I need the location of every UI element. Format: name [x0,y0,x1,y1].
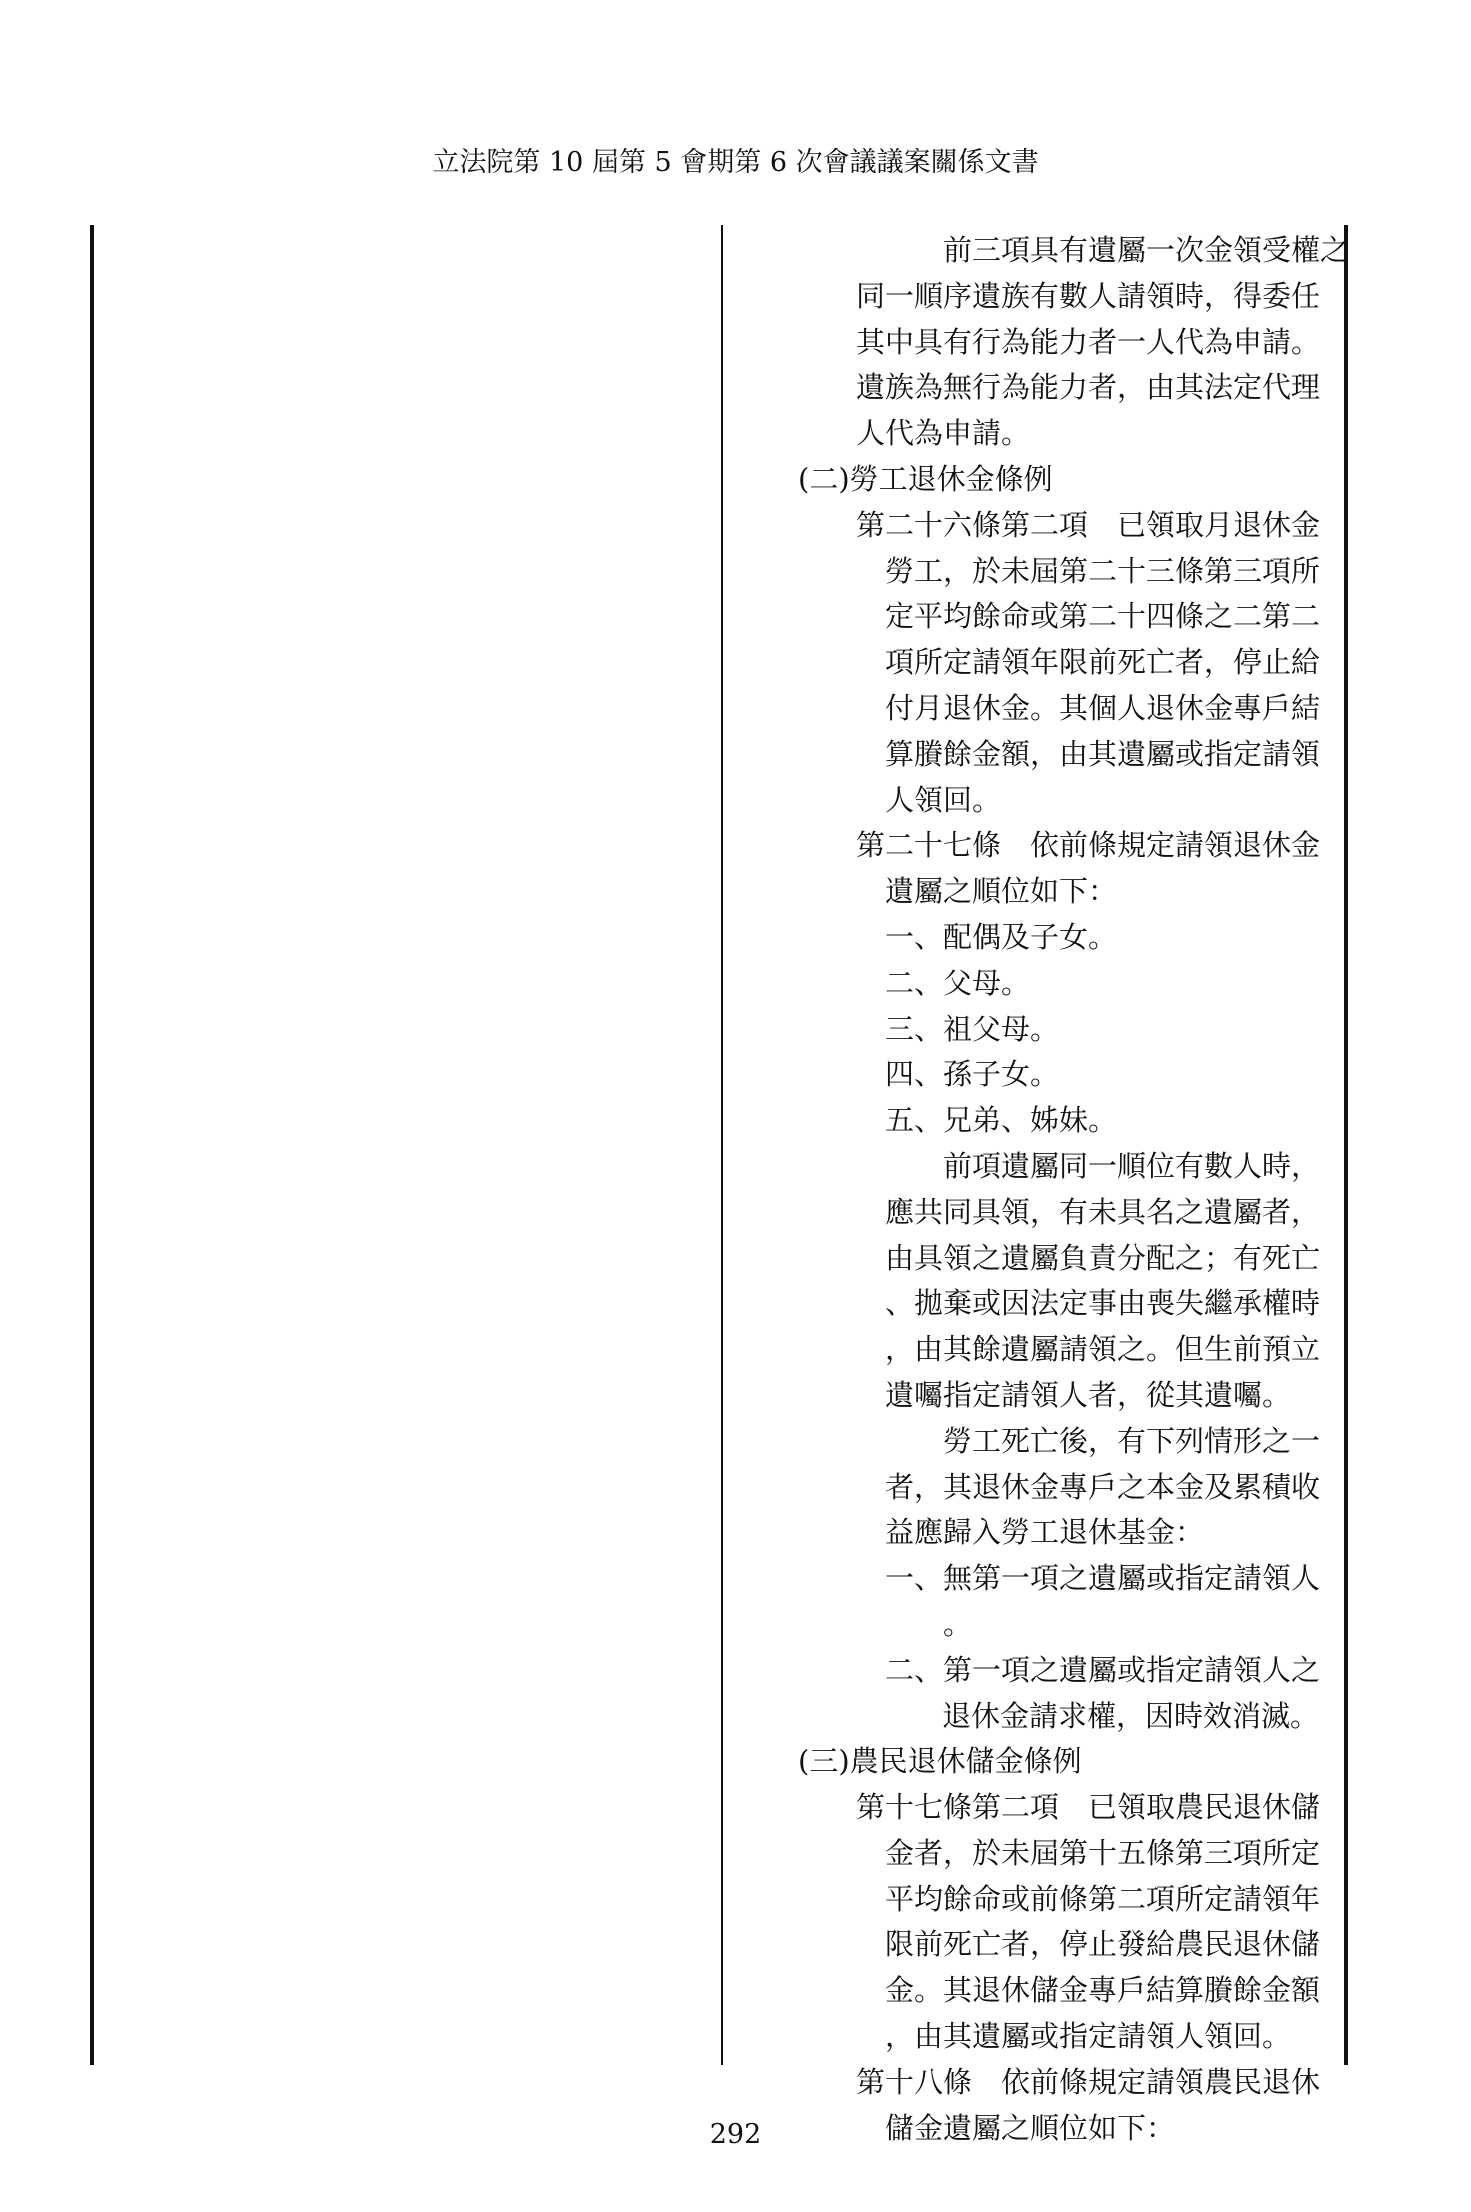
text-line: ，由其餘遺屬請領之。但生前預立 [885,1332,1321,1367]
text-line: 勞工，於未屆第二十三條第三項所 [885,553,1321,588]
right-column-text [798,228,1350,2151]
text-line: 金者，於未屆第十五條第三項所定 [885,1835,1321,1870]
text-line: 一、無第一項之遺屬或指定請領人 [885,1561,1321,1596]
text-line: 前項遺屬同一順位有數人時， [943,1148,1321,1183]
text-line: 限前死亡者，停止發給農民退休儲 [885,1927,1321,1962]
text-line: (三)農民退休儲金條例 [798,1744,1082,1779]
text-line: 退休金請求權，因時效消滅。 [913,1698,1320,1733]
text-line: 第十七條第二項 已領取農民退休儲 [856,1790,1321,1825]
text-line: 遺族為無行為能力者，由其法定代理 [856,370,1321,405]
text-line: 同一順序遺族有數人請領時，得委任 [856,278,1321,313]
text-line: 第二十六條第二項 已領取月退休金 [856,507,1321,542]
text-line: 由具領之遺屬負責分配之；有死亡 [885,1240,1321,1275]
text-line: 人領回。 [885,782,1002,817]
text-line: 、拋棄或因法定事由喪失繼承權時 [885,1286,1321,1321]
text-line: 。 [943,1606,973,1641]
text-line: 勞工死亡後，有下列情形之一 [943,1423,1321,1458]
text-line: 金。其退休儲金專戶結算賸餘金額 [885,1973,1321,2008]
page-header: 立法院第 10 屆第 5 會期第 6 次會議議案關係文書 [432,147,1039,178]
left-column-empty [94,225,721,2065]
text-line: ，由其遺屬或指定請領人領回。 [885,2019,1292,2054]
text-line: 算賸餘金額，由其遺屬或指定請領 [885,736,1321,771]
text-line: 前三項具有遺屬一次金領受權之 [943,233,1350,267]
text-line: 三、祖父母。 [885,1011,1060,1046]
text-line: 第二十七條 依前條規定請領退休金 [856,828,1321,863]
text-line: 二、第一項之遺屬或指定請領人之 [885,1652,1321,1687]
text-line: 五、兄弟、姊妹。 [885,1103,1118,1138]
text-line: 人代為申請。 [856,416,1031,451]
text-line: 遺囑指定請領人者，從其遺囑。 [885,1377,1292,1412]
text-line: 付月退休金。其個人退休金專戶結 [885,690,1321,725]
text-line: 項所定請領年限前死亡者，停止給 [885,645,1321,680]
right-border-rule [1344,225,1348,2065]
text-line: 第十八條 依前條規定請領農民退休 [856,2064,1321,2099]
text-line: 遺屬之順位如下： [885,874,1118,909]
text-line: 應共同具領，有未具名之遺屬者， [885,1194,1321,1229]
page-number: 292 [709,2119,762,2150]
text-line: 者，其退休金專戶之本金及累積收 [885,1469,1321,1504]
text-line: 四、孫子女。 [885,1057,1060,1092]
text-line: 二、父母。 [885,965,1031,1000]
text-line: 其中具有行為能力者一人代為申請。 [856,324,1321,359]
column-divider-rule [721,225,723,2065]
text-line: 定平均餘命或第二十四條之二第二 [885,599,1321,634]
text-line: 一、配偶及子女。 [885,919,1118,954]
text-line: 儲金遺屬之順位如下： [885,2110,1176,2145]
text-line: (二)勞工退休金條例 [798,461,1053,496]
text-line: 益應歸入勞工退休基金： [885,1515,1205,1550]
text-line: 平均餘命或前條第二項所定請領年 [885,1881,1321,1916]
